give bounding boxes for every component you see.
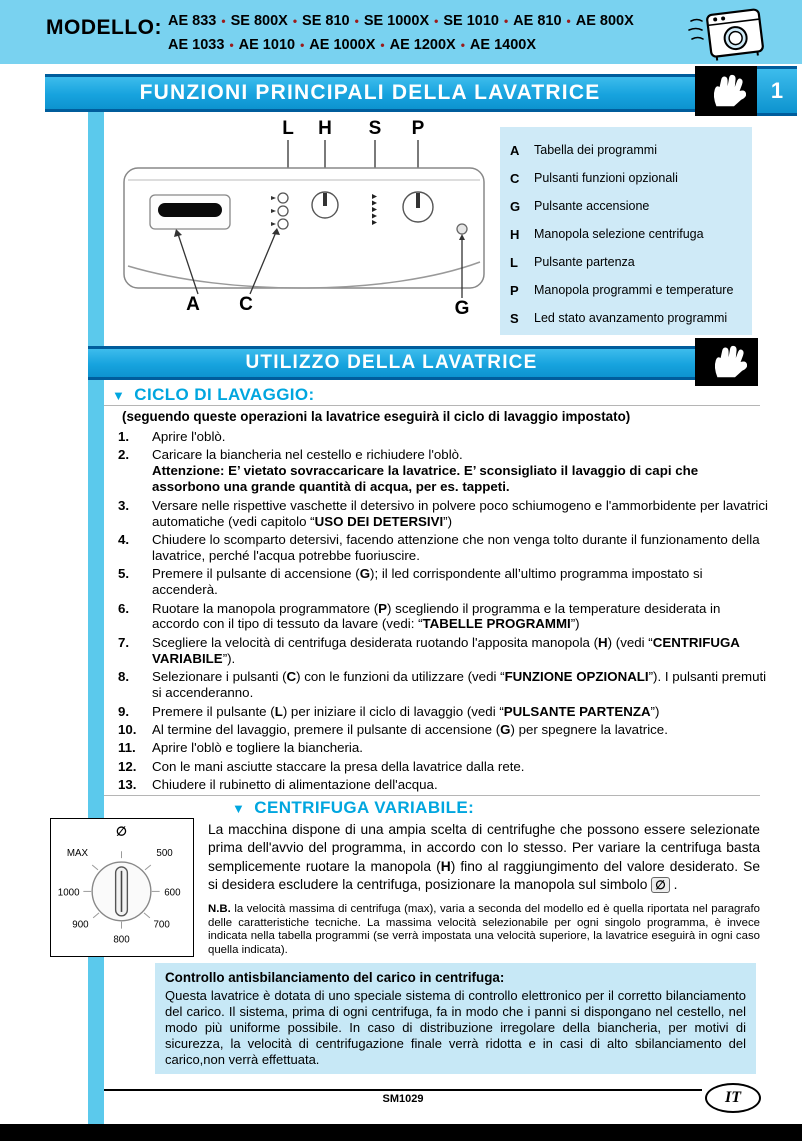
glove-badge <box>695 66 757 116</box>
centrifuga-paragraph: La macchina dispone di una ampia scelta di centrifughe che possono essere selezionate prima dell'avvio del programma, in accordo con lo stesso. Per variare la centrifuga basta semplicemente ruotare la manopola (H) fino al raggiungimento del valore desiderato. Se si desidera escludere la centrifuga, posizionare la manopola sul simbolo ∅ . <box>208 822 760 893</box>
dial-label-600: 600 <box>164 887 181 899</box>
step-item <box>118 601 768 633</box>
bottom-bar <box>0 1124 802 1141</box>
triangle-icon: ▼ <box>232 800 246 816</box>
bullet-separator: • <box>566 14 571 28</box>
step-item <box>118 532 768 564</box>
step-number: 4. <box>118 531 130 547</box>
dial-label-500: 500 <box>156 848 173 860</box>
legend-text: Manopola selezione centrifuga <box>534 227 704 241</box>
label-C: C <box>239 294 253 315</box>
legend-key: P <box>510 282 519 298</box>
step-number: 8. <box>118 669 130 685</box>
step-text: Ruotare la manopola programmatore (P) scegliendo il programma e la temperature desiderata in accordo con il tipo di tessuto da lavare (vedi: “TABELLE PROGRAMMI”) <box>152 600 721 632</box>
model-name: AE 1010 <box>238 37 296 53</box>
label-L: L <box>282 118 294 139</box>
main-banner: FUNZIONI PRINCIPALI DELLA LAVATRICE <box>45 74 695 112</box>
model-name: AE 1400X <box>469 37 537 53</box>
dial-label-700: 700 <box>153 919 170 931</box>
spin-dial-diagram <box>50 818 194 957</box>
models-line-2 <box>168 37 708 53</box>
step-number: 2. <box>118 447 130 463</box>
side-strip <box>88 112 104 1124</box>
legend-key: H <box>510 226 520 242</box>
footer-divider <box>104 1089 702 1091</box>
section-title: CICLO DI LAVAGGIO: <box>134 385 315 404</box>
model-name: SE 800X <box>230 13 288 29</box>
secondary-banner: UTILIZZO DELLA LAVATRICE <box>88 346 695 380</box>
model-name: SE 810 <box>302 13 350 29</box>
legend-key: C <box>510 170 520 186</box>
washing-machine-icon <box>686 5 772 61</box>
step-item <box>118 777 768 793</box>
page-number: 1 <box>757 66 797 116</box>
legend-row <box>510 304 752 332</box>
ciclo-intro: (seguendo queste operazioni la lavatrice eseguirà il ciclo di lavaggio impostato) <box>122 409 631 424</box>
label-A: A <box>186 294 200 315</box>
step-text: Scegliere la velocità di centrifuga desiderata ruotando l'apposita manopola (H) (vedi “CENTRIFUGA VARIABILE”). <box>152 634 740 666</box>
divider <box>104 795 760 796</box>
label-P: P <box>411 118 425 139</box>
step-text: Selezionare i pulsanti (C) con le funzioni da utilizzare (vedi “FUNZIONE OPZIONALI”). I pulsanti premuti si accenderanno. <box>152 669 767 701</box>
step-item <box>118 429 768 445</box>
legend-key: S <box>510 310 519 326</box>
legend-key: A <box>510 142 520 158</box>
centrifuga-note: N.B. la velocità massima di centrifuga (max), varia a seconda del modello ed è quella riportata nel paragrafo delle caratteristiche tecniche. La massima velocità selezionabile per ogni singolo programma, è invece indicata nella tabella programmi (se verrà impostata una velocità superiore, la lavatrice eseguirà in ogni caso quella indicata). <box>208 903 760 957</box>
step-text: Aprire l'oblò. <box>152 429 226 444</box>
dial-label-800: 800 <box>113 934 130 946</box>
step-text: Premere il pulsante di accensione (G); il led corrispondente all’ultimo programma impostato si accenderà. <box>152 566 703 598</box>
bullet-separator: • <box>221 14 226 28</box>
step-item <box>118 447 768 495</box>
step-text: Versare nelle rispettive vaschette il detersivo in polvere poco schiumogeno e l'ammorbidente per lavatrici automatiche (vedi capitolo “USO DEI DETERSIVI”) <box>152 497 768 529</box>
bullet-separator: • <box>292 14 298 28</box>
model-name: AE 1200X <box>389 37 456 53</box>
legend-key: G <box>510 198 521 214</box>
document-code: SM1029 <box>382 1093 424 1105</box>
dial-label-1000: 1000 <box>57 887 80 899</box>
step-item <box>118 704 768 720</box>
control-box-heading: Controllo antisbilanciamento del carico in centrifuga: <box>165 970 505 985</box>
legend-row <box>510 192 752 220</box>
dial-label-max: MAX <box>66 848 89 860</box>
step-number: 7. <box>118 634 130 650</box>
step-text: Chiudere il rubinetto di alimentazione dell'acqua. <box>152 777 438 793</box>
model-name: SE 1010 <box>443 13 499 29</box>
legend-key: L <box>510 254 518 270</box>
model-name: AE 1033 <box>168 37 225 53</box>
legend-row <box>510 136 752 164</box>
bullet-separator: • <box>354 14 359 28</box>
legend-rows <box>510 136 752 332</box>
step-number: 1. <box>118 429 130 444</box>
label-G: G <box>454 298 470 318</box>
legend-row <box>510 220 752 248</box>
step-number: 13. <box>118 777 137 793</box>
ciclo-steps <box>118 429 768 796</box>
step-item <box>118 498 768 530</box>
step-number: 12. <box>118 758 137 774</box>
control-box-body: Questa lavatrice è dotata di uno speciale sistema di controllo elettronico per il corretto bilanciamento del carico. Il sistema, prima di ogni centrifuga, fa in modo che i panni si dispongano nel cestello, nel modo più uniforme possibile. In caso di distribuzione irregolare della biancheria, per motivi di sicurezza, la velocità di centrifugazione finale verrà ridotta e in casi di alto sbilanciamento del carico,non verrà effettuata. <box>165 988 746 1067</box>
dial-label-off: ∅ <box>115 823 128 839</box>
legend-text: Pulsante accensione <box>534 199 650 213</box>
step-number: 10. <box>118 721 137 737</box>
legend-text: Led stato avanzamento programmi <box>534 311 728 325</box>
step-item <box>118 722 768 738</box>
triangle-icon: ▼ <box>112 387 126 403</box>
dial-label-900: 900 <box>72 919 89 931</box>
step-text: Caricare la biancheria nel cestello e richiudere l'oblò. Attenzione: E’ vietato sovraccaricare la lavatrice. E’ sconsigliato il lavaggio di capi che assorbono una grande quantità di acqua, per es. tappeti. <box>152 447 699 495</box>
step-text: Al termine del lavaggio, premere il pulsante di accensione (G) per spegnere la lavatrice. <box>152 721 668 737</box>
step-item <box>118 635 768 667</box>
model-name: AE 1000X <box>309 37 376 53</box>
language-badge: IT <box>705 1083 761 1113</box>
legend-row <box>510 276 752 304</box>
legend-row <box>510 164 752 192</box>
label-H: H <box>318 118 332 139</box>
control-panel-diagram <box>108 116 498 318</box>
unbalance-control-box <box>155 963 756 1074</box>
model-label: MODELLO: <box>46 16 162 39</box>
models-line-1 <box>168 13 708 29</box>
glove-badge-2 <box>695 338 758 386</box>
model-name: SE 1000X <box>363 13 430 29</box>
bullet-separator: • <box>229 38 234 52</box>
step-number: 9. <box>118 703 130 719</box>
step-text: Aprire l'oblò e togliere la biancheria. <box>152 740 363 756</box>
step-item <box>118 740 768 756</box>
bullet-separator: • <box>300 38 305 52</box>
model-name: AE 810 <box>513 13 562 29</box>
step-number: 11. <box>118 740 136 756</box>
step-text: Chiudere lo scomparto detersivi, facendo attenzione che non venga tolto durante il funzionamento della lavatrice, perché l'acqua potrebbe fuoriuscire. <box>152 531 760 563</box>
step-number: 5. <box>118 566 130 582</box>
section-heading-centrifuga <box>232 798 474 818</box>
step-item <box>118 759 768 775</box>
glove-icon <box>702 72 750 110</box>
model-name: AE 833 <box>168 13 217 29</box>
step-text: Con le mani asciutte staccare la presa della lavatrice dalla rete. <box>152 758 525 774</box>
bullet-separator: • <box>503 14 509 28</box>
legend-text: Pulsante partenza <box>534 255 635 269</box>
model-name: AE 800X <box>575 13 634 29</box>
legend-text: Manopola programmi e temperature <box>534 283 734 297</box>
bullet-separator: • <box>380 38 385 52</box>
step-text: Premere il pulsante (L) per iniziare il ciclo di lavaggio (vedi “PULSANTE PARTENZA”) <box>152 703 660 719</box>
glove-icon <box>703 343 751 381</box>
legend-panel <box>500 127 752 335</box>
legend-text: Tabella dei programmi <box>534 143 657 157</box>
step-item <box>118 566 768 598</box>
label-S: S <box>368 118 382 139</box>
step-item <box>118 669 768 701</box>
section-title: CENTRIFUGA VARIABILE: <box>254 798 475 817</box>
step-number: 6. <box>118 600 130 616</box>
legend-text: Pulsanti funzioni opzionali <box>534 171 678 185</box>
bullet-separator: • <box>460 38 465 52</box>
legend-row <box>510 248 752 276</box>
section-heading-ciclo <box>112 385 315 405</box>
bullet-separator: • <box>434 14 439 28</box>
step-number: 3. <box>118 497 130 513</box>
divider <box>104 405 760 406</box>
